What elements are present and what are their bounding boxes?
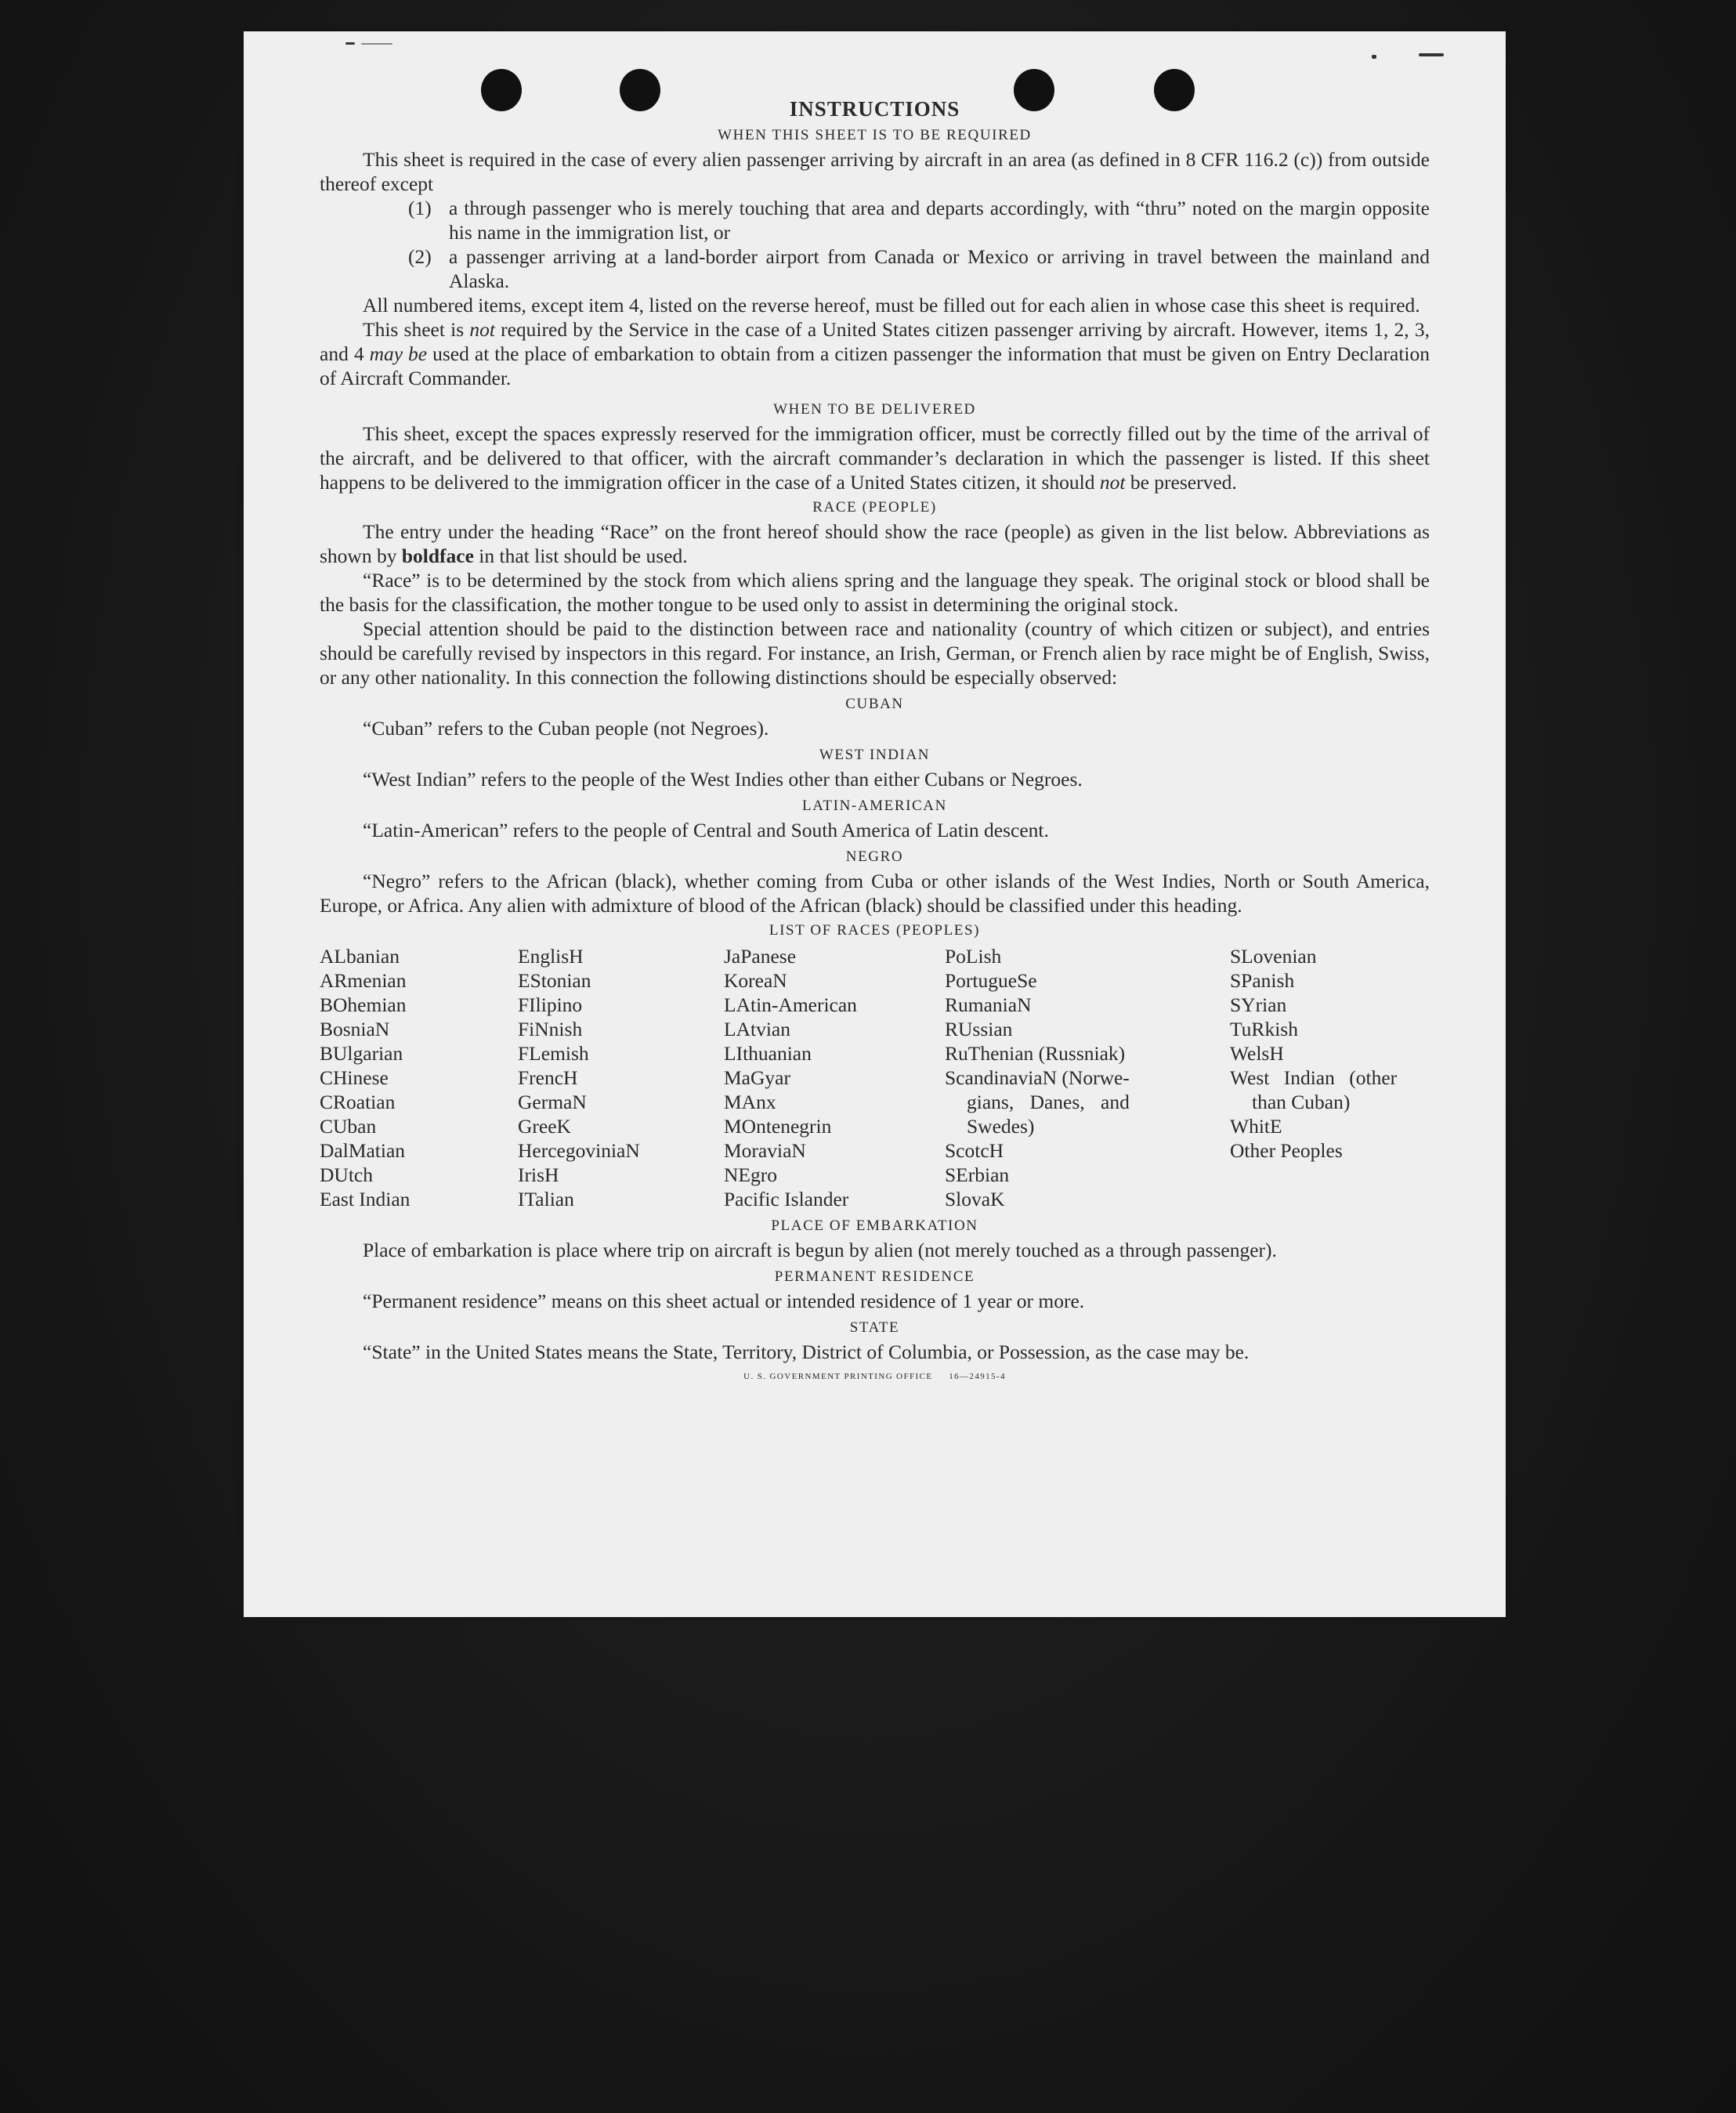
race-entry: SLovenian [1230,945,1317,968]
race-entry-west-indian [1230,1066,1430,1114]
race-entry: FLemish [518,1042,589,1065]
race-entry: PoLish [945,945,1002,968]
race-entry-line: Swedes) [967,1115,1035,1138]
scan-mark [361,43,392,45]
race-entry: BosniaN [320,1018,390,1040]
race-entry: WhitE [1230,1115,1282,1138]
exception-text: a through passenger who is merely touching that area and departs accordingly, with “thru” noted on the margin opposite his name in the immigration list, or [449,197,1430,244]
section-heading-embarkation: PLACE OF EMBARKATION [771,1218,978,1234]
race-entry: ARmenian [320,969,407,992]
race-entry: East Indian [320,1188,410,1210]
race-entry: GermaN [518,1091,587,1113]
race-entry: RuThenian (Russniak) [945,1042,1126,1065]
race-paragraph-1 [320,519,1430,568]
page-title: INSTRUCTIONS [789,97,960,121]
text-run: be preserved. [1125,471,1237,494]
section-heading-required: WHEN THIS SHEET IS TO BE REQUIRED [718,127,1032,143]
race-entry: TuRkish [1230,1018,1298,1040]
text-run: The entry under the heading “Race” on the front hereof should show the race (people) as given in the list below. Abbreviations as shown by [320,520,1430,567]
race-entry: BUlgarian [320,1042,403,1065]
race-entry: MAnx [724,1091,776,1113]
race-paragraph-2: “Race” is to be determined by the stock from which aliens spring and the language they speak. The original stock or blood shall be the basis for the classification, the mother tongue to be used only to assist in determining the original stock. [320,569,1430,616]
embarkation-paragraph: Place of embarkation is place where trip on aircraft is begun by alien (not merely touched as a through passenger). [363,1239,1277,1261]
document-page [244,31,1506,1617]
race-entry: RUssian [945,1018,1013,1040]
race-entry: DalMatian [320,1139,406,1162]
text-run: used at the place of embarkation to obtain from a citizen passenger the information that must be given on Entry Declaration of Aircraft Commander. [320,342,1430,389]
section-heading-latin-american: LATIN-AMERICAN [802,798,947,814]
scan-mark [345,42,355,45]
race-entry: Pacific Islander [724,1188,849,1210]
race-column-2 [518,944,724,1211]
race-entry: LIthuanian [724,1042,812,1065]
race-entry-line: West Indian (other [1230,1066,1398,1089]
race-entry: FiNnish [518,1018,583,1040]
race-entry: FrencH [518,1066,578,1089]
text-run: in that list should be used. [473,545,688,567]
race-entry: Other Peoples [1230,1139,1343,1162]
section-heading-state: STATE [849,1319,900,1336]
scan-mark [1372,55,1376,59]
required-paragraph-2: All numbered items, except item 4, listed on the reverse hereof, must be filled out for each alien in whose case this sheet is required. [363,294,1420,317]
exception-text: a passenger arriving at a land-border airport from Canada or Mexico or arriving in travel between the mainland and Alaska. [449,245,1430,292]
race-entry: JaPanese [724,945,797,968]
race-entry: EStonian [518,969,591,992]
race-paragraph-3: Special attention should be paid to the distinction between race and nationality (country of which citizen or subject), and entries should be carefully revised by inspectors in this regard. For instance, an Irish, German, or French alien by race might be of English, Swiss, or any other nationality. In this connection the following distinctions should be especially observed: [320,617,1430,689]
race-entry: ALbanian [320,945,400,968]
section-heading-race: RACE (PEOPLE) [812,499,937,516]
section-heading-delivered: WHEN TO BE DELIVERED [773,401,976,418]
race-list [320,944,1430,1211]
delivered-paragraph [320,422,1430,494]
race-entry-line: gians, Danes, and [967,1091,1130,1113]
text-run: This sheet is [363,318,470,341]
race-entry: SYrian [1230,993,1287,1016]
race-entry: NEgro [724,1163,777,1186]
text-run: required by the Service in the case of a United States citizen passenger arriving by aircraft. However, items 1, 2, 3, and 4 [320,318,1430,365]
race-entry: SlovaK [945,1188,1005,1210]
race-entry: CHinese [320,1066,389,1089]
race-entry: IrisH [518,1163,559,1186]
exception-number: (2) [408,245,432,268]
section-heading-west-indian: WEST INDIAN [819,747,931,763]
race-entry-line: than Cuban) [1252,1091,1351,1113]
race-entry: ITalian [518,1188,574,1210]
section-heading-cuban: CUBAN [845,696,904,712]
race-column-3 [724,944,945,1211]
race-entry-scandinavian [945,1066,1230,1138]
race-entry: KoreaN [724,969,787,992]
cuban-paragraph: “Cuban” refers to the Cuban people (not Negroes). [363,717,769,740]
printer-imprint: U. S. GOVERNMENT PRINTING OFFICE 16—24915-4 [743,1372,1006,1381]
latin-american-paragraph: “Latin-American” refers to the people of Central and South America of Latin descent. [363,819,1049,841]
race-entry: LAtvian [724,1018,790,1040]
required-paragraph-1: This sheet is required in the case of every alien passenger arriving by aircraft in an area (as defined in 8 CFR 116.2 (c)) from outside thereof except [320,148,1430,195]
race-entry: LAtin-American [724,993,857,1016]
race-entry-line: ScandinaviaN (Norwe- [945,1066,1130,1089]
exception-item-1 [408,196,1430,244]
race-entry: HercegoviniaN [518,1139,640,1162]
race-column-5 [1230,944,1430,1211]
race-entry: DUtch [320,1163,373,1186]
exception-item-2 [408,244,1430,293]
instructions-content [320,96,1430,1383]
emphasis-text: not [469,318,495,341]
race-entry: CRoatian [320,1091,396,1113]
emphasis-text: may be [369,342,428,365]
west-indian-paragraph: “West Indian” refers to the people of the West Indies other than either Cubans or Negroes. [363,768,1083,791]
section-heading-residence: PERMANENT RESIDENCE [774,1268,975,1285]
race-entry: SPanish [1230,969,1295,992]
race-entry: ScotcH [945,1139,1004,1162]
section-heading-negro: NEGRO [845,848,904,865]
race-entry: PortugueSe [945,969,1037,992]
residence-paragraph: “Permanent residence” means on this sheet actual or intended residence of 1 year or more. [363,1290,1085,1312]
scan-mark [1419,53,1444,56]
race-entry: CUban [320,1115,377,1138]
race-entry: EnglisH [518,945,584,968]
race-entry: RumaniaN [945,993,1032,1016]
race-entry: GreeK [518,1115,571,1138]
state-paragraph: “State” in the United States means the State, Territory, District of Columbia, or Possession, as the case may be. [363,1341,1250,1363]
bold-text: boldface [401,545,474,567]
race-entry: FIlipino [518,993,583,1016]
emphasis-text: not [1099,471,1126,494]
section-heading-list-of-races: LIST OF RACES (PEOPLES) [769,922,981,939]
race-entry: BOhemian [320,993,407,1016]
text-run: This sheet, except the spaces expressly reserved for the immigration officer, must be correctly filled out by the time of the arrival of the aircraft, and be delivered to that officer, with the aircraft commander’s declaration in which the passenger is listed. If this sheet happens to be delivered to the immigration officer in the case of a United States citizen, it should [320,422,1430,494]
exception-number: (1) [408,197,432,219]
required-paragraph-3 [320,317,1430,390]
race-column-4 [945,944,1230,1211]
race-entry: WelsH [1230,1042,1284,1065]
negro-paragraph: “Negro” refers to the African (black), whether coming from Cuba or other islands of the West Indies, North or South America, Europe, or Africa. Any alien with admixture of blood of the African (black) should be classified under this heading. [320,870,1430,917]
race-entry: MaGyar [724,1066,790,1089]
race-entry: MoraviaN [724,1139,806,1162]
race-entry: MOntenegrin [724,1115,832,1138]
race-entry: SErbian [945,1163,1010,1186]
race-column-1 [320,944,518,1211]
